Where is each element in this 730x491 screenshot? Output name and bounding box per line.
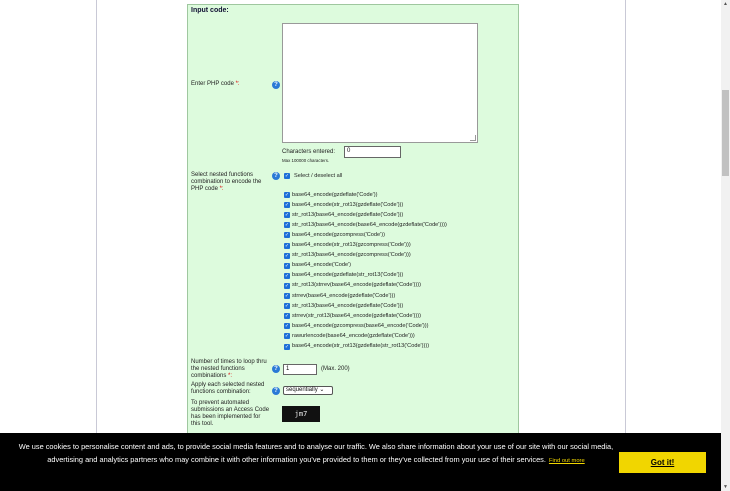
apply-label: Apply each selected nested functions combination:: [191, 382, 265, 395]
function-checkbox[interactable]: ✓: [284, 282, 290, 289]
cookie-banner: [0, 433, 721, 491]
got-it-button[interactable]: Got it!: [619, 452, 706, 473]
function-option-label: str_rot13(base64_encode(base64_encode(gzdeflate('Code')))): [292, 221, 447, 228]
function-option-label: base64_encode(gzdeflate(str_rot13('Code'))): [292, 272, 404, 279]
function-checkbox[interactable]: ✓: [284, 232, 290, 239]
function-checkbox[interactable]: ✓: [284, 202, 290, 209]
function-option-label: str_rot13(base64_encode(gzdeflate('Code'))): [292, 302, 404, 309]
functions-label: Select nested functions combination to encode the PHP code *:: [191, 172, 262, 192]
function-option-label: base64_encode(str_rot13(gzdeflate(str_rot13('Code')))): [292, 343, 430, 349]
function-option-label: base64_encode(gzdeflate('Code')): [292, 191, 378, 198]
loop-count-input[interactable]: 1: [283, 364, 317, 375]
function-checkbox[interactable]: ✓: [284, 333, 290, 340]
function-option-label: base64_encode(gzcompress('Code')): [292, 231, 385, 238]
function-checkbox[interactable]: ✓: [284, 313, 290, 320]
function-checkbox[interactable]: ✓: [284, 303, 290, 310]
loop-max-hint: (Max. 200): [321, 366, 350, 372]
scroll-down-arrow-icon[interactable]: ▼: [723, 484, 728, 490]
scroll-up-arrow-icon[interactable]: ▲: [723, 1, 728, 7]
page-scrollbar[interactable]: [721, 0, 730, 491]
select-all-checkbox[interactable]: ✓: [284, 173, 290, 179]
php-code-help-icon[interactable]: ?: [272, 81, 280, 89]
php-code-textarea[interactable]: [282, 23, 478, 143]
functions-help-icon[interactable]: ?: [272, 172, 280, 180]
cookie-text: We use cookies to personalise content and ads, to provide social media features and to analyse our traffic. We also share information about your use of our site with our social media, advertising and analytics partners who may combine it with other information you've provided to them or they've collected from your use of their services. Find out more: [18, 442, 614, 464]
function-option-label: strrev(base64_encode(gzdeflate('Code'))): [292, 292, 396, 299]
function-checkbox[interactable]: ✓: [284, 262, 290, 269]
function-checkbox[interactable]: ✓: [284, 212, 290, 219]
scroll-thumb[interactable]: [722, 90, 729, 176]
resize-handle[interactable]: [470, 135, 476, 141]
loop-label: Number of times to loop thru the nested functions combinations *:: [191, 359, 267, 379]
apply-help-icon[interactable]: ?: [272, 387, 280, 395]
access-code-image: jm7: [282, 406, 320, 422]
function-checkbox[interactable]: ✓: [284, 242, 290, 249]
max-characters-note: Max 100000 characters.: [282, 158, 330, 163]
select-all-label: Select / deselect all: [294, 173, 343, 179]
function-option-label: base64_encode(str_rot13(gzdeflate('Code'))): [292, 201, 404, 208]
function-checkbox[interactable]: ✓: [284, 192, 290, 198]
chars-entered-label: Characters entered:: [282, 149, 336, 155]
encoder-form-panel: [187, 4, 519, 446]
function-checkbox[interactable]: ✓: [284, 252, 290, 259]
function-checkbox[interactable]: ✓: [284, 272, 290, 279]
find-out-more-link[interactable]: Find out more: [548, 457, 585, 464]
access-code-label: To prevent automated submissions an Access Code has been implemented for this tool.: [191, 400, 270, 427]
chars-entered-field: 0: [344, 146, 401, 158]
loop-help-icon[interactable]: ?: [272, 365, 280, 373]
function-checkbox[interactable]: ✓: [284, 293, 290, 299]
apply-mode-select[interactable]: sequentially ⌄: [283, 386, 333, 395]
panel-title: Input code:: [191, 7, 229, 14]
function-option-label: strrev(str_rot13(base64_encode(gzdeflate('Code')))): [292, 312, 421, 319]
function-option-label: str_rot13(base64_encode(gzdeflate('Code'))): [292, 211, 404, 218]
function-checkbox[interactable]: ✓: [284, 343, 290, 350]
php-code-label: Enter PHP code *:: [191, 81, 240, 87]
function-option-label: str_rot13(base64_encode(gzcompress('Code'))): [292, 252, 411, 259]
function-checkbox[interactable]: ✓: [284, 222, 290, 229]
function-option-label: base64_encode('Code'): [292, 262, 352, 269]
function-option-label: rawurlencode(base64_encode(gzdeflate('Code'))): [292, 332, 415, 339]
function-option-label: base64_encode(gzcompress(base64_encode('Code'))): [292, 322, 429, 329]
function-option-label: str_rot13(strrev(base64_encode(gzdeflate('Code')))): [292, 282, 421, 289]
function-checkbox[interactable]: ✓: [284, 323, 290, 330]
function-option-label: base64_encode(str_rot13(gzcompress('Code'))): [292, 242, 411, 248]
